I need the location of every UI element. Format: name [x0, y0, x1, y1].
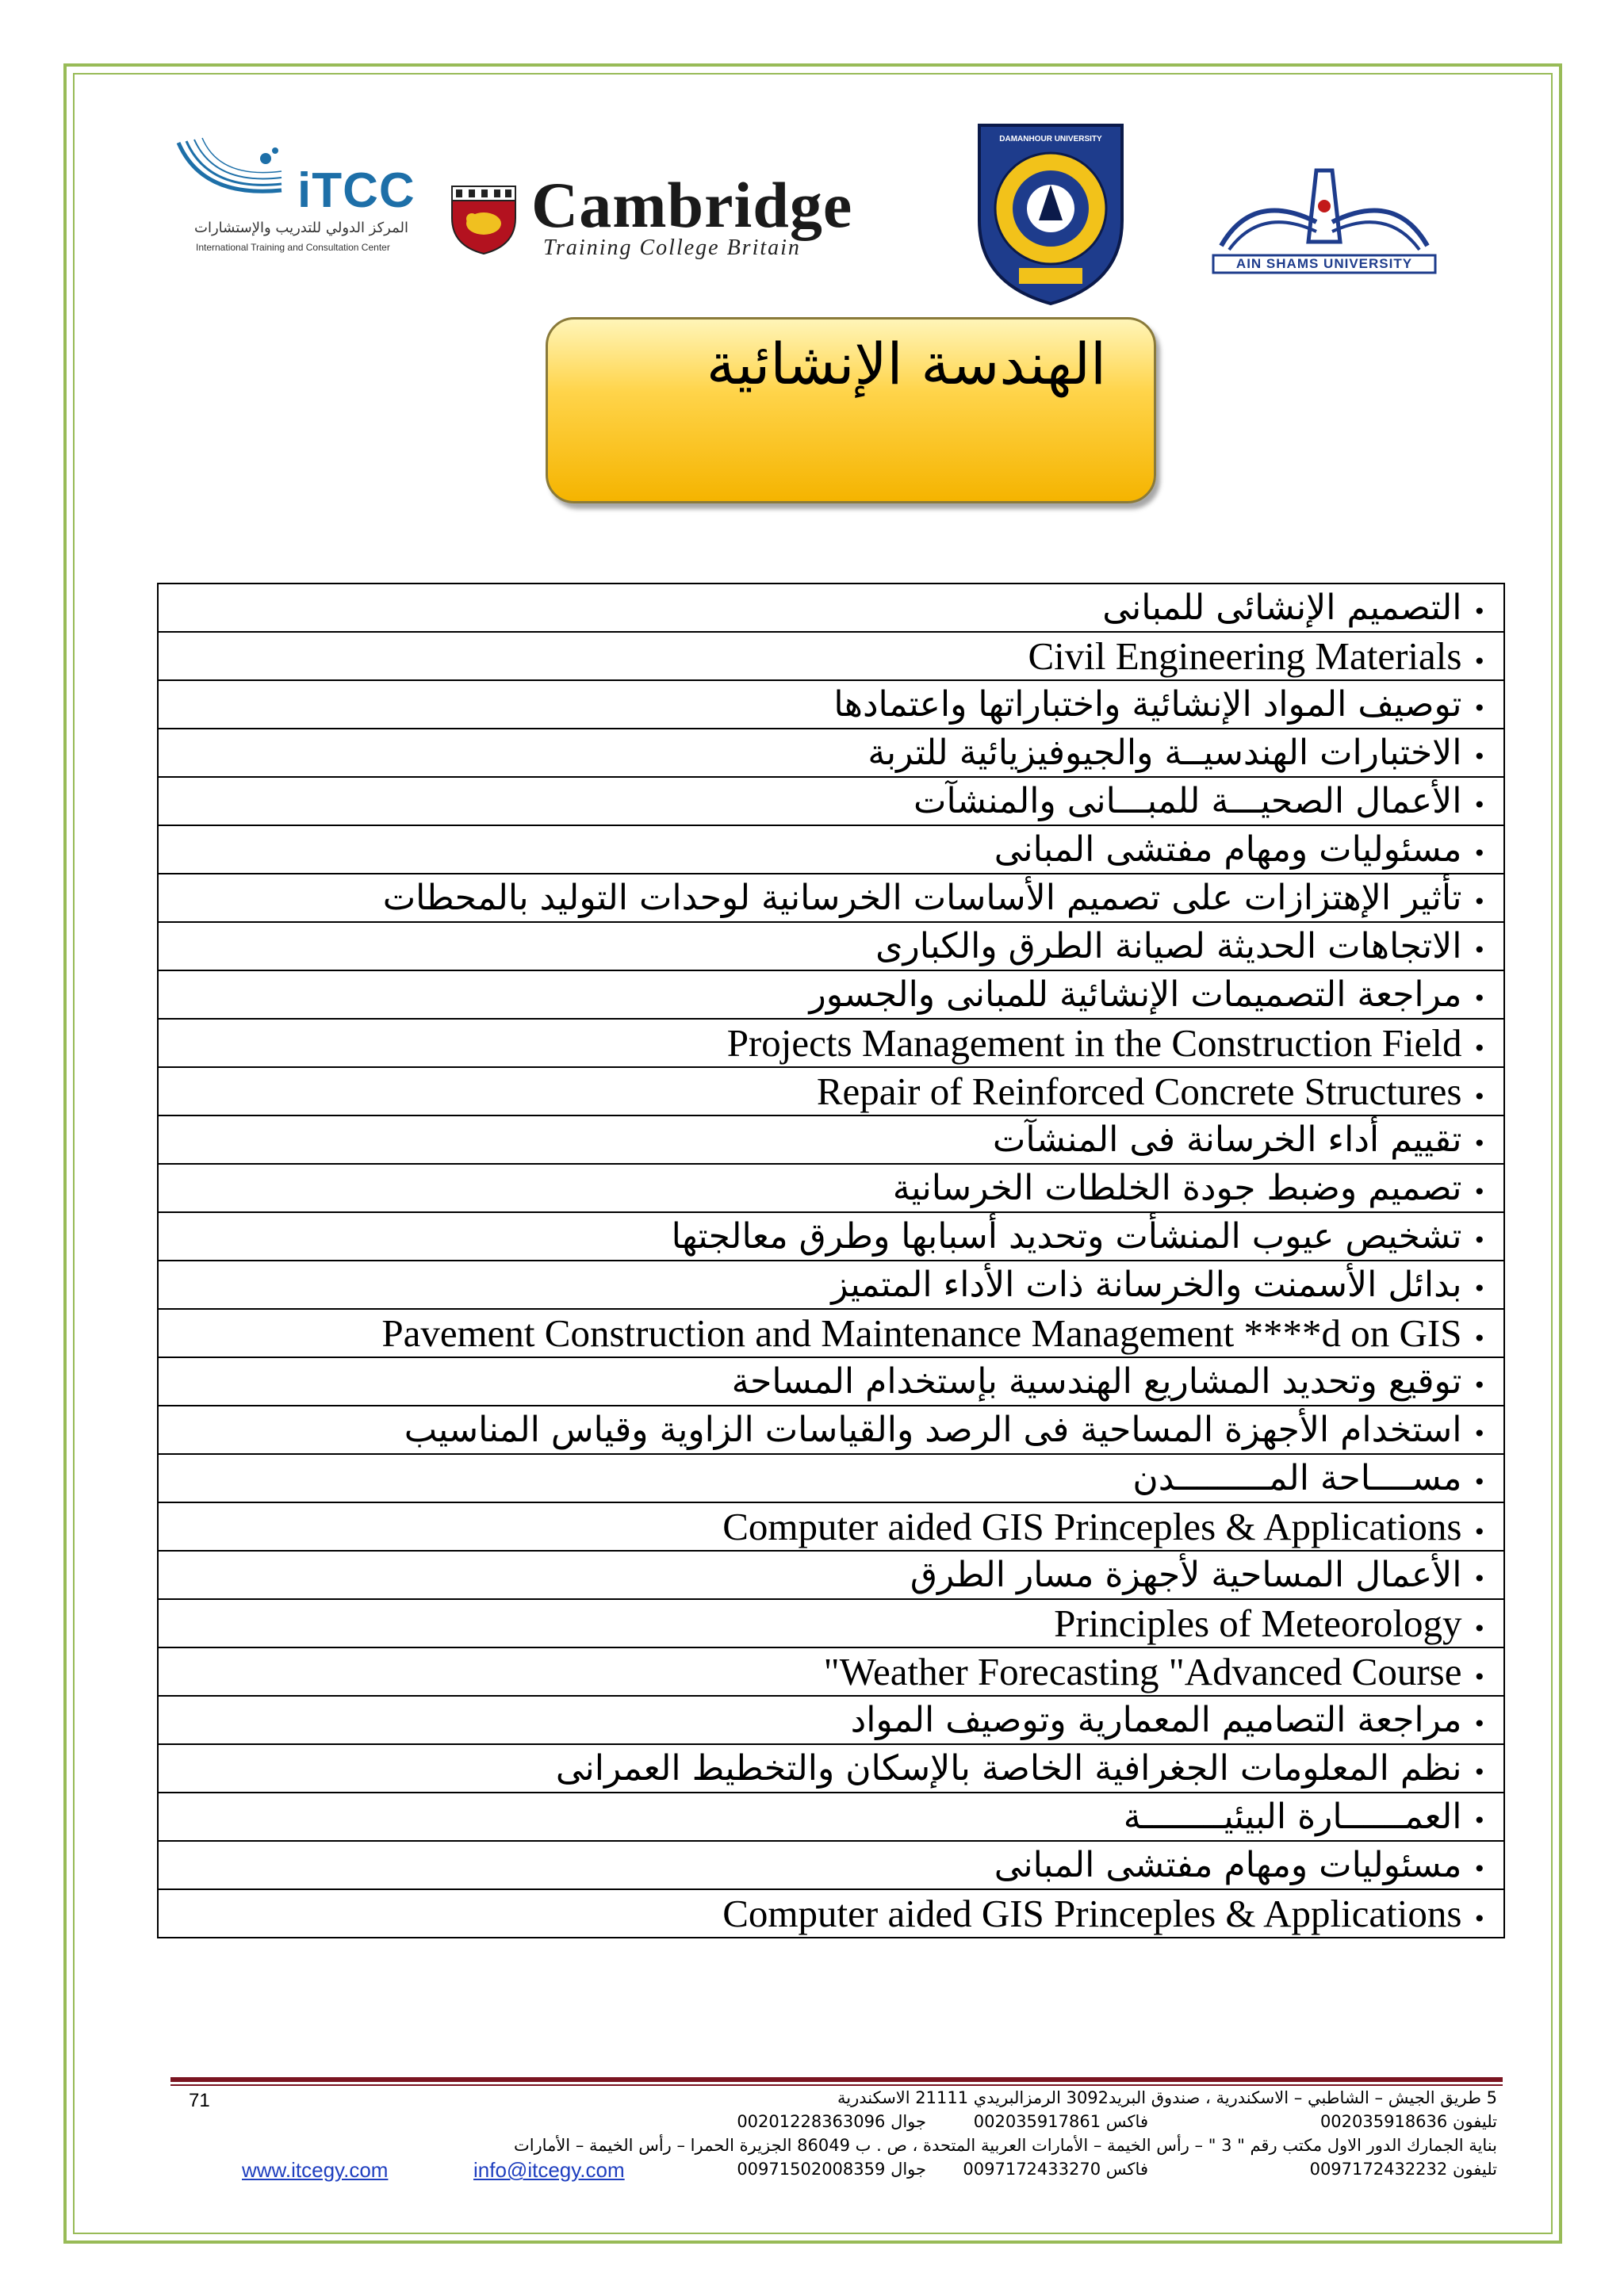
course-title: بدائل الأسمنت والخرسانة ذات الأداء المتميز — [831, 1265, 1462, 1305]
course-cell — [158, 1406, 1504, 1454]
cambridge-logo — [448, 168, 860, 260]
course-row — [158, 1212, 1504, 1261]
course-row — [158, 777, 1504, 825]
course-title: الأعمال الصحيـــة للمبـــانى والمنشآت — [914, 781, 1462, 821]
course-title: مسئوليات ومهام مفتشى المبانى — [994, 1845, 1462, 1885]
course-title: تأثير الإهتزازات على تصميم الأساسات الخرسانية لوحدات التوليد بالمحطات — [382, 878, 1462, 918]
course-cell — [158, 922, 1504, 970]
course-row — [158, 1115, 1504, 1164]
bullet-icon: • — [1473, 889, 1486, 915]
course-cell — [158, 1696, 1504, 1744]
footer-address-egypt: 5 طريق الجيش – الشاطبي – الاسكندرية ، صندوق البريد3092 الرمزالبريدي 21111 الاسكندرية — [837, 2088, 1497, 2107]
course-row — [158, 1454, 1504, 1502]
course-title: تشخيص عيوب المنشأت وتحديد أسبابها وطرق معالجتها — [671, 1216, 1462, 1257]
footer-mobile-egypt: جوال 00201228363096 — [737, 2112, 926, 2131]
course-title: التصميم الإنشائى للمبانى — [1102, 587, 1462, 628]
bullet-icon: • — [1473, 1179, 1486, 1205]
footer-phone-egypt: تليفون 002035918636 — [1320, 2112, 1497, 2131]
bullet-icon: • — [1473, 1131, 1486, 1157]
course-title: توصيف المواد الإنشائية واختباراتها واعتمادها — [833, 684, 1462, 725]
bullet-icon: • — [1473, 695, 1486, 721]
bullet-icon: • — [1473, 792, 1486, 818]
course-cell — [158, 680, 1504, 729]
course-row — [158, 1406, 1504, 1454]
damanhour-university-emblem — [971, 117, 1130, 308]
course-title: Computer aided GIS Princeples & Applications — [722, 1505, 1462, 1548]
cambridge-shield-icon — [448, 182, 519, 255]
section-title-box — [546, 317, 1156, 503]
bullet-icon: • — [1473, 1808, 1486, 1834]
course-title: توقيع وتحديد المشاريع الهندسية بإستخدام المساحة — [731, 1361, 1462, 1402]
course-cell — [158, 1164, 1504, 1212]
course-title: Projects Management in the Construction Field — [726, 1021, 1462, 1065]
course-title: Repair of Reinforced Concrete Structures — [816, 1070, 1462, 1113]
bullet-icon: • — [1473, 1759, 1486, 1785]
course-cell — [158, 1309, 1504, 1357]
bullet-icon: • — [1473, 1664, 1486, 1690]
course-cell — [158, 1841, 1504, 1889]
footer-rule-thin — [170, 2084, 1503, 2086]
course-title: Civil Engineering Materials — [1028, 634, 1462, 678]
footer-fax-uae: فاكس 0097172433270 — [963, 2160, 1148, 2179]
damanhour-emblem-icon — [971, 117, 1130, 308]
bullet-icon: • — [1473, 937, 1486, 963]
course-row — [158, 1309, 1504, 1357]
course-cell — [158, 1454, 1504, 1502]
section-title: الهندسة الإنشائية — [706, 331, 1106, 397]
course-row — [158, 1357, 1504, 1406]
page-number: 71 — [189, 2090, 210, 2111]
footer-rule — [170, 2077, 1503, 2082]
course-cell — [158, 825, 1504, 874]
course-title: نظم المعلومات الجغرافية الخاصة بالإسكان والتخطيط العمرانى — [555, 1748, 1462, 1789]
course-row — [158, 1067, 1504, 1115]
course-cell — [158, 632, 1504, 680]
course-cell — [158, 777, 1504, 825]
footer-address-uae: بناية الجمارك الدور الاول مكتب رقم " 3 " – رأس الخيمة – الأمارات العربية المتحدة ، ص . ب 86049 الجزيرة الحمرا – رأس الخيمة – الأمارات — [513, 2136, 1497, 2155]
course-title: Principles of Meteorology — [1054, 1601, 1462, 1645]
ain-shams-text: AIN SHAMS UNIVERSITY — [1235, 256, 1413, 271]
course-row — [158, 970, 1504, 1019]
ain-shams-university-logo — [1197, 159, 1451, 277]
course-row — [158, 1019, 1504, 1067]
course-row — [158, 1889, 1504, 1938]
course-cell — [158, 970, 1504, 1019]
course-cell — [158, 1261, 1504, 1309]
course-title: Computer aided GIS Princeples & Applications — [722, 1892, 1462, 1935]
course-cell — [158, 1647, 1504, 1696]
course-cell — [158, 874, 1504, 922]
course-row — [158, 1793, 1504, 1841]
bullet-icon: • — [1473, 649, 1486, 675]
course-cell — [158, 1067, 1504, 1115]
itcc-brand: iTCC — [297, 163, 416, 218]
bullet-icon: • — [1473, 1227, 1486, 1253]
bullet-icon: • — [1473, 1372, 1486, 1399]
course-row — [158, 922, 1504, 970]
course-list-table — [157, 583, 1505, 1938]
course-cell — [158, 1357, 1504, 1406]
bullet-icon: • — [1473, 840, 1486, 867]
itcc-swoosh-icon — [170, 135, 289, 222]
course-title: تصميم وضبط جودة الخلطات الخرسانية — [892, 1168, 1462, 1208]
bullet-icon: • — [1473, 1276, 1486, 1302]
bullet-icon: • — [1473, 1711, 1486, 1737]
course-cell — [158, 1889, 1504, 1938]
course-title: الأعمال المساحية لأجهزة مسار الطرق — [910, 1555, 1462, 1595]
course-row — [158, 1599, 1504, 1647]
itcc-english-name: International Training and Consultation Center — [196, 242, 390, 253]
course-title: مراجعة التصاميم المعمارية وتوصيف المواد — [850, 1700, 1462, 1740]
damanhour-emblem-text: DAMANHOUR UNIVERSITY — [999, 135, 1102, 144]
course-cell — [158, 584, 1504, 632]
bullet-icon: • — [1473, 1469, 1486, 1495]
course-cell — [158, 1019, 1504, 1067]
course-cell — [158, 1115, 1504, 1164]
course-cell — [158, 1551, 1504, 1599]
course-title: "Weather Forecasting "Advanced Course — [823, 1650, 1462, 1693]
course-row — [158, 874, 1504, 922]
course-row — [158, 729, 1504, 777]
bullet-icon: • — [1473, 1566, 1486, 1592]
bullet-icon: • — [1473, 985, 1486, 1012]
course-cell — [158, 1599, 1504, 1647]
course-row — [158, 632, 1504, 680]
course-row — [158, 584, 1504, 632]
course-cell — [158, 1744, 1504, 1793]
course-title: الاتجاهات الحديثة لصيانة الطرق والكبارى — [875, 926, 1462, 966]
cambridge-name: Cambridge — [531, 169, 853, 241]
course-title: العمــــــارة البيئيــــــــة — [1123, 1797, 1462, 1837]
course-row — [158, 1551, 1504, 1599]
bullet-icon: • — [1473, 1906, 1486, 1932]
course-title: مســــاحة المـــــــــدن — [1132, 1458, 1462, 1498]
course-cell — [158, 1212, 1504, 1261]
course-row — [158, 1502, 1504, 1551]
course-row — [158, 1261, 1504, 1309]
bullet-icon: • — [1473, 1856, 1486, 1882]
course-row — [158, 1696, 1504, 1744]
footer-fax-egypt: فاكس 002035917861 — [973, 2112, 1148, 2131]
course-cell — [158, 729, 1504, 777]
course-cell — [158, 1502, 1504, 1551]
itcc-logo — [170, 131, 416, 258]
course-row — [158, 680, 1504, 729]
bullet-icon: • — [1473, 1519, 1486, 1545]
course-title: مسئوليات ومهام مفتشى المبانى — [994, 829, 1462, 870]
footer-mobile-uae: جوال 00971502008359 — [737, 2160, 926, 2179]
itcc-arabic-name: المركز الدولي للتدريب والإستشارات — [194, 220, 408, 236]
cambridge-tagline: Training College Britain — [543, 235, 801, 260]
course-title: Pavement Construction and Maintenance Management ****d on GIS — [381, 1311, 1462, 1355]
bullet-icon: • — [1473, 1035, 1486, 1062]
email-link[interactable]: info@itcegy.com — [473, 2158, 625, 2182]
bullet-icon: • — [1473, 1326, 1486, 1352]
course-row — [158, 1164, 1504, 1212]
course-title: مراجعة التصميمات الإنشائية للمبانى والجسور — [809, 974, 1462, 1015]
course-row — [158, 1647, 1504, 1696]
course-title: استخدام الأجهزة المساحية فى الرصد والقياسات الزاوية وقياس المناسيب — [404, 1410, 1462, 1450]
course-row — [158, 1841, 1504, 1889]
course-row — [158, 1744, 1504, 1793]
bullet-icon: • — [1473, 1421, 1486, 1447]
bullet-icon: • — [1473, 599, 1486, 625]
bullet-icon: • — [1473, 1616, 1486, 1642]
website-link[interactable]: www.itcegy.com — [242, 2158, 389, 2182]
course-row — [158, 825, 1504, 874]
bullet-icon: • — [1473, 1084, 1486, 1110]
footer-phone-uae: تليفون 0097172432232 — [1309, 2160, 1497, 2179]
course-title: الاختبارات الهندسيــة والجيوفيزيائية للتربة — [868, 733, 1462, 773]
course-cell — [158, 1793, 1504, 1841]
course-title: تقييم أداء الخرسانة فى المنشآت — [992, 1119, 1462, 1160]
bullet-icon: • — [1473, 744, 1486, 770]
